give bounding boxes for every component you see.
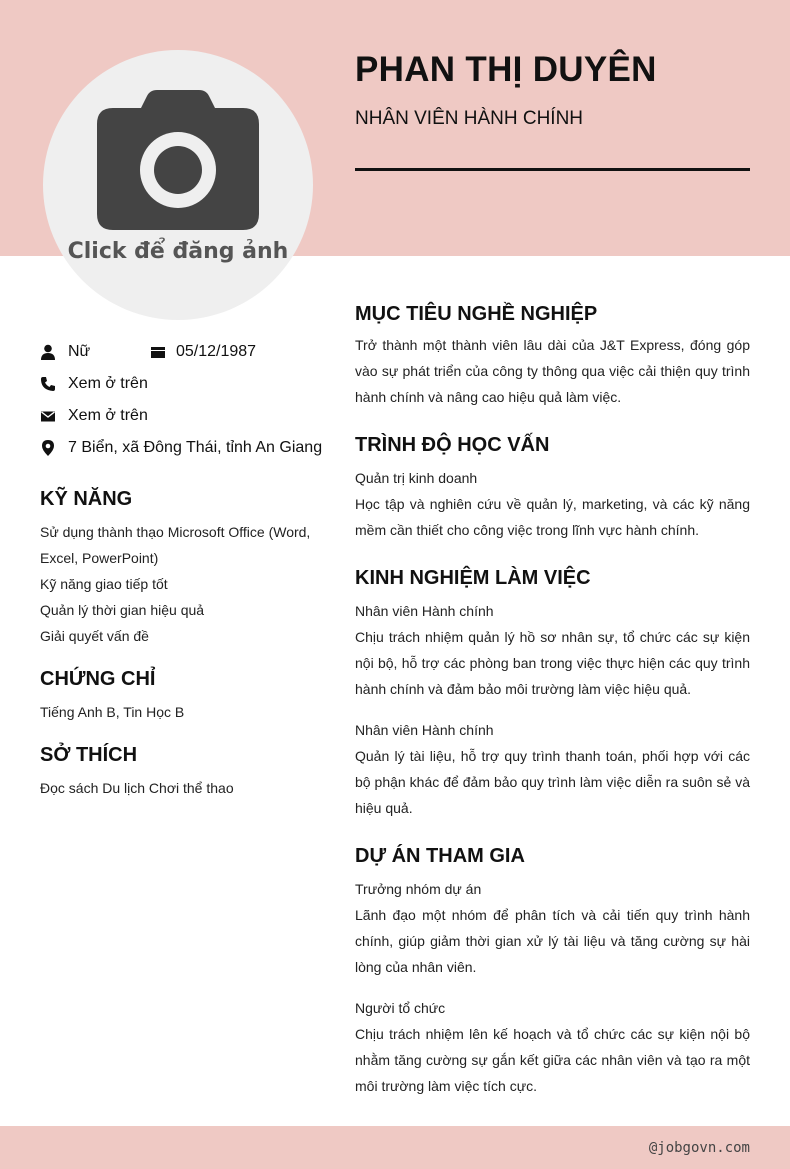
education-major: Quản trị kinh doanh	[355, 470, 478, 486]
title-divider	[355, 168, 750, 171]
skill-item: Quản lý thời gian hiệu quả	[40, 602, 205, 618]
phone-icon	[40, 376, 56, 392]
project-text: Lãnh đạo một nhóm để phân tích và cải tiến quy trình hành chính, giúp giảm thời gian xử lý tài liệu và tăng cường sự hài lòng của nhân viên.	[355, 907, 750, 975]
email-row	[40, 407, 148, 425]
experience-text: Chịu trách nhiệm quản lý hồ sơ nhân sự, tổ chức các sự kiện nội bộ, hỗ trợ các phòng ban trong việc thực hiện các quy trình hành chính và đảm bảo môi trường làm việc hiệu quả.	[355, 629, 750, 697]
certificates-title: CHỨNG CHỈ	[40, 668, 156, 690]
candidate-name: PHAN THỊ DUYÊN	[355, 50, 657, 89]
address-row	[40, 439, 322, 457]
skills-list	[40, 519, 325, 649]
objective-title: MỤC TIÊU NGHỀ NGHIỆP	[355, 303, 598, 325]
skill-item: Sử dụng thành thạo Microsoft Office (Word, Excel, PowerPoint)	[40, 524, 311, 566]
mail-icon	[40, 408, 56, 424]
hobbies-title: SỞ THÍCH	[40, 744, 138, 766]
avatar-upload-label: Click để đăng ảnh	[67, 239, 289, 264]
objective-text: Trở thành một thành viên lâu dài của J&T Express, đóng góp vào sự phát triển của công ty thông qua việc cải thiện quy trình hành chính và nâng cao hiệu quả làm việc.	[355, 337, 750, 405]
job-title: NHÂN VIÊN HÀNH CHÍNH	[355, 108, 584, 129]
avatar-upload[interactable]	[43, 50, 313, 320]
project-role: Trưởng nhóm dự án	[355, 881, 482, 897]
skill-item: Giải quyết vấn đề	[40, 628, 149, 644]
project-text: Chịu trách nhiệm lên kế hoạch và tổ chức các sự kiện nội bộ nhằm tăng cường sự gắn kết giữa các nhân viên và tạo ra một môi trường làm việc tích cực.	[355, 1026, 750, 1094]
phone-value: Xem ở trên	[68, 375, 148, 392]
footer-watermark: @jobgovn.com	[648, 1140, 750, 1156]
phone-row	[40, 375, 148, 393]
skills-title: KỸ NĂNG	[40, 488, 133, 510]
experience-text: Quản lý tài liệu, hỗ trợ quy trình thanh toán, phối hợp với các bộ phận khác để đảm bảo quy trình làm việc diễn ra suôn sẻ và hiệu quả.	[355, 748, 750, 816]
projects-title: DỰ ÁN THAM GIA	[355, 845, 525, 867]
person-icon	[40, 344, 56, 360]
education-text: Học tập và nghiên cứu về quản lý, marketing, và các kỹ năng mềm cần thiết cho công việc trong lĩnh vực hành chính.	[355, 496, 750, 538]
email-value: Xem ở trên	[68, 407, 148, 424]
gender-value: Nữ	[68, 343, 91, 360]
dob-row	[150, 343, 256, 361]
dob-value: 05/12/1987	[176, 343, 257, 360]
location-pin-icon	[40, 440, 56, 456]
calendar-icon	[150, 344, 166, 360]
experience-role: Nhân viên Hành chính	[355, 603, 494, 619]
skill-item: Kỹ năng giao tiếp tốt	[40, 576, 168, 592]
project-role: Người tổ chức	[355, 1000, 446, 1016]
address-value: 7 Biển, xã Đông Thái, tỉnh An Giang	[68, 439, 323, 456]
camera-icon	[97, 90, 259, 232]
certificates-text: Tiếng Anh B, Tin Học B	[40, 704, 185, 720]
experience-title: KINH NGHIỆM LÀM VIỆC	[355, 567, 591, 589]
hobbies-text: Đọc sách Du lịch Chơi thể thao	[40, 780, 234, 796]
gender-row	[40, 343, 90, 361]
education-title: TRÌNH ĐỘ HỌC VẤN	[355, 434, 550, 456]
experience-role: Nhân viên Hành chính	[355, 722, 494, 738]
